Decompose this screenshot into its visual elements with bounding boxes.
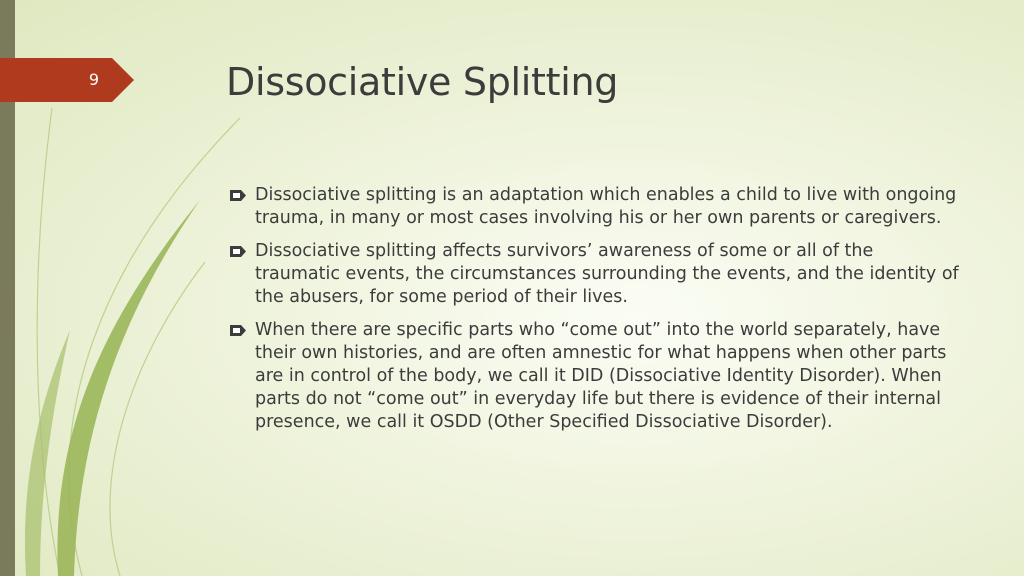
- slide-number: 9: [88, 70, 100, 89]
- arrow-bullet-icon: [230, 325, 246, 336]
- bullet-item: [230, 240, 960, 309]
- bullet-text: Dissociative splitting is an adaptation which enables a child to live with ongoing trauma, in many or most cases involving his or her own parents or caregivers.: [255, 185, 957, 228]
- bullet-list: [230, 184, 960, 444]
- bullet-item: [230, 319, 960, 434]
- slide-number-tab-shape: [0, 58, 134, 102]
- bullet-text: Dissociative splitting affects survivors’ awareness of some or all of the traumatic events, the circumstances surrounding the events, and the identity of the abusers, for some period of their lives.: [255, 241, 959, 307]
- arrow-bullet-icon: [230, 190, 246, 201]
- slide-title: Dissociative Splitting: [226, 60, 619, 104]
- arrow-bullet-icon: [230, 246, 246, 257]
- bullet-item: [230, 184, 960, 230]
- slide-number-tab: [0, 58, 134, 102]
- bullet-text: When there are specific parts who “come out” into the world separately, have their own histories, and are often amnestic for what happens when other parts are in control of the body, we call it DID (Dissociative Identity Disorder). When parts do not “come out” in everyday life but there is evidence of their internal presence, we call it OSDD (Other Specified Dissociative Disorder).: [255, 320, 947, 432]
